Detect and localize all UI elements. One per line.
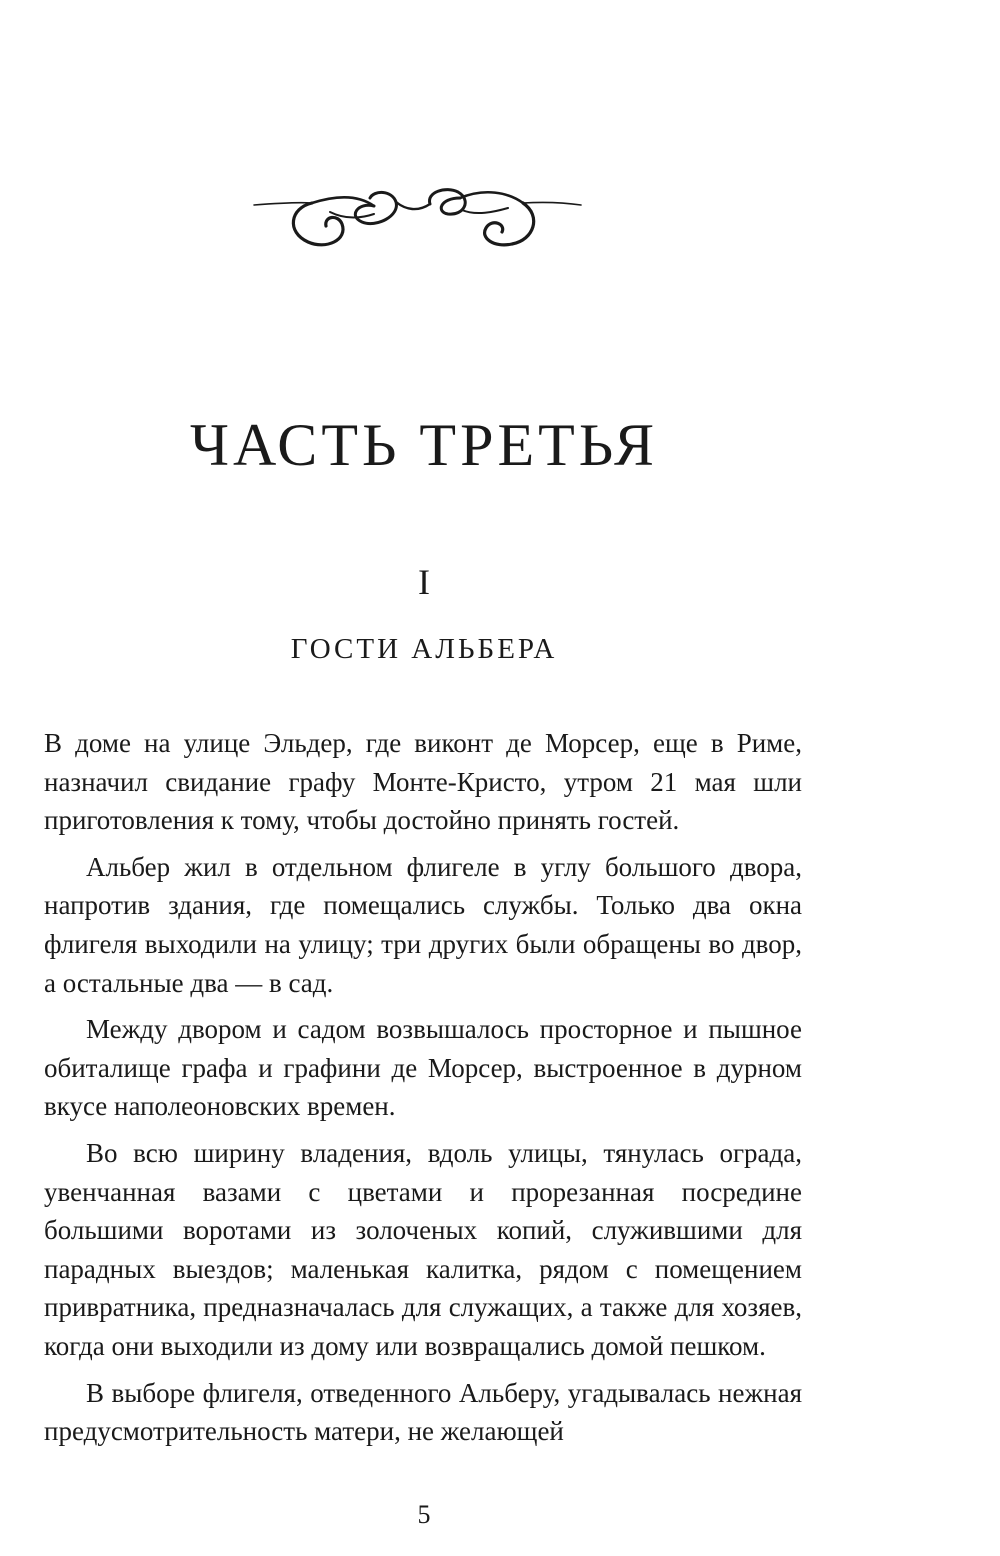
chapter-title: ГОСТИ АЛЬБЕРА bbox=[290, 633, 558, 665]
part-title: ЧАСТЬ ТРЕТЬЯ bbox=[189, 412, 659, 478]
paragraph: Альбер жил в отдельном флигеле в углу большого двора, напротив здания, где помещались службы. Только два окна флигеля выходили на улицу; три других были обращены во двор, а остальные два — в сад. bbox=[44, 851, 802, 998]
body-text bbox=[44, 724, 802, 1459]
paragraph: В доме на улице Эльдер, где виконт де Морсер, еще в Риме, назначил свидание графу Монте-Кристо, утром 21 мая шли приготовления к тому, чтобы достойно принять гостей. bbox=[44, 728, 802, 836]
decorative-flourish-ornament bbox=[250, 172, 585, 254]
paragraph: В выборе флигеля, отведенного Альберу, угадывалась нежная предусмотрительность матери, не желающей bbox=[44, 1377, 802, 1447]
page-number: 5 bbox=[417, 1500, 431, 1529]
chapter-number: I bbox=[418, 562, 430, 602]
paragraph: Во всю ширину владения, вдоль улицы, тянулась ограда, увенчанная вазами с цветами и прорезанная посредине большими воротами из золоченых копий, служившими для парадных выездов; маленькая калитка, рядом с помещением привратника, предназначалась для служащих, а также для хозяев, когда они выходили из дому или возвращались домой пешком. bbox=[44, 1137, 802, 1361]
paragraph: Между двором и садом возвышалось просторное и пышное обиталище графа и графини де Морсер, выстроенное в дурном вкусе наполеоновских времен. bbox=[44, 1014, 802, 1122]
